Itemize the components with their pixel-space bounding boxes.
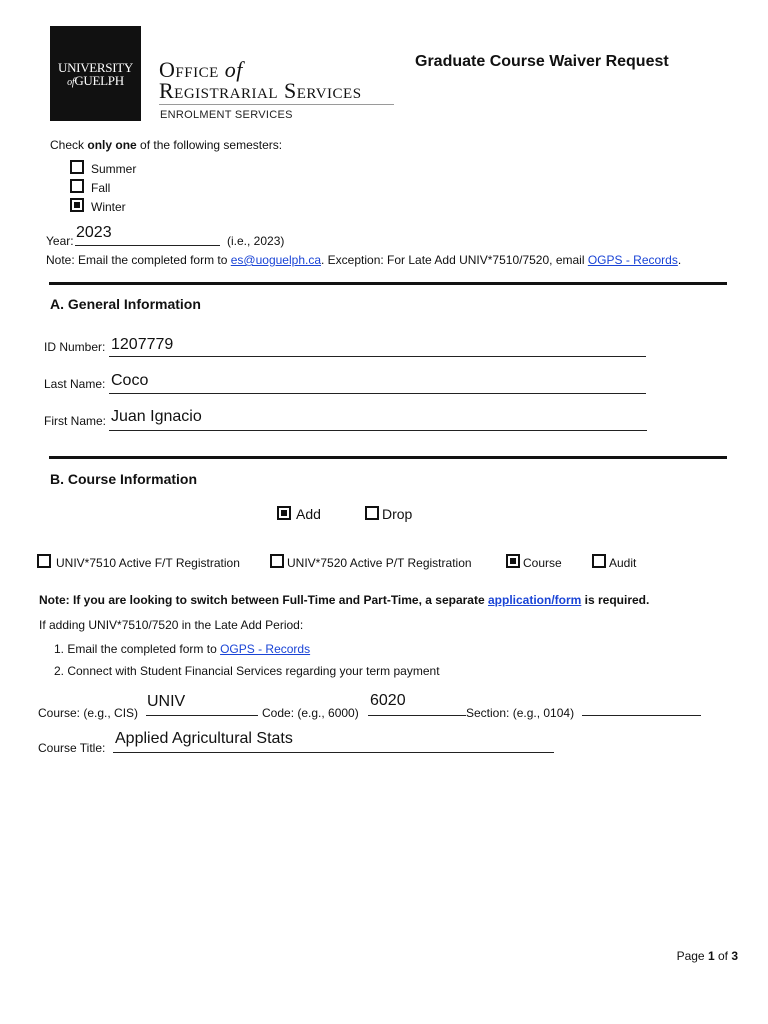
- code-input[interactable]: 6020: [370, 692, 406, 709]
- office-title-line1: Office of: [159, 57, 243, 82]
- section-a-divider: [49, 282, 727, 285]
- page-number: Page 1 of 3: [676, 949, 738, 963]
- late-add-intro: If adding UNIV*7510/7520 in the Late Add Period:: [39, 618, 304, 632]
- section-a-title: A. General Information: [50, 296, 201, 312]
- label-univ7510: UNIV*7510 Active F/T Registration: [56, 556, 240, 570]
- label-univ7520: UNIV*7520 Active P/T Registration: [287, 556, 472, 570]
- course-underline: [146, 715, 258, 716]
- id-number-underline: [109, 356, 646, 357]
- section-b-title: B. Course Information: [50, 471, 198, 487]
- checkbox-drop[interactable]: [365, 506, 379, 520]
- course-label: Course: (e.g., CIS): [38, 706, 139, 720]
- label-fall: Fall: [91, 181, 111, 195]
- section-underline: [582, 715, 701, 716]
- label-summer: Summer: [91, 162, 137, 176]
- label-course: Course: [523, 556, 562, 570]
- id-number-label: ID Number:: [44, 340, 106, 354]
- checkbox-course[interactable]: [506, 554, 520, 568]
- label-audit: Audit: [609, 556, 637, 570]
- first-name-underline: [109, 430, 647, 431]
- label-add: Add: [296, 506, 321, 522]
- year-hint: (i.e., 2023): [227, 234, 285, 248]
- first-name-input[interactable]: Juan Ignacio: [111, 408, 202, 425]
- email-link[interactable]: es@uoguelph.ca: [230, 253, 321, 267]
- switch-note: Note: If you are looking to switch between Full-Time and Part-Time, a separate application/form is required.: [39, 593, 650, 607]
- ogps-records-link-2[interactable]: OGPS - Records: [220, 642, 311, 656]
- course-title-underline: [113, 752, 554, 753]
- header-divider: [159, 104, 394, 105]
- checkbox-fall[interactable]: [70, 179, 84, 193]
- course-input[interactable]: UNIV: [147, 693, 186, 710]
- email-note: Note: Email the completed form to es@uoguelph.ca. Exception: For Late Add UNIV*7510/7520, email OGPS - Records.: [46, 253, 682, 267]
- label-drop: Drop: [382, 506, 413, 522]
- logo-text-university: UNIVERSITY: [58, 60, 133, 75]
- year-underline: [75, 245, 220, 246]
- semester-instruction: Check only one of the following semesters:: [50, 138, 283, 152]
- late-add-step-2: 2. Connect with Student Financial Services regarding your term payment: [54, 664, 440, 678]
- office-title-line2: Registrarial Services: [159, 78, 362, 103]
- logo-text-guelph: ofGUELPH: [67, 73, 124, 88]
- section-label: Section: (e.g., 0104): [466, 706, 575, 720]
- checkbox-summer[interactable]: [70, 160, 84, 174]
- label-winter: Winter: [91, 200, 126, 214]
- section-b-divider: [49, 456, 727, 459]
- application-form-link[interactable]: application/form: [487, 593, 582, 607]
- last-name-label: Last Name:: [44, 377, 106, 391]
- id-number-input[interactable]: 1207779: [111, 336, 174, 353]
- first-name-label: First Name:: [44, 414, 107, 428]
- late-add-step-1: 1. Email the completed form to OGPS - Records: [54, 642, 311, 656]
- university-logo: [50, 26, 141, 121]
- checkbox-add[interactable]: [277, 506, 291, 520]
- code-label: Code: (e.g., 6000): [262, 706, 359, 720]
- code-underline: [368, 715, 466, 716]
- course-title-input[interactable]: Applied Agricultural Stats: [115, 730, 293, 747]
- enrolment-services-label: ENROLMENT SERVICES: [160, 109, 293, 121]
- year-label: Year:: [46, 234, 74, 248]
- course-title-label: Course Title:: [38, 741, 106, 755]
- last-name-underline: [109, 393, 646, 394]
- checkbox-audit[interactable]: [592, 554, 606, 568]
- year-input[interactable]: 2023: [76, 224, 112, 241]
- checkbox-univ7520[interactable]: [270, 554, 284, 568]
- ogps-records-link[interactable]: OGPS - Records: [587, 253, 678, 267]
- last-name-input[interactable]: Coco: [111, 372, 149, 389]
- checkbox-winter[interactable]: [70, 198, 84, 212]
- form-title: Graduate Course Waiver Request: [415, 53, 669, 70]
- checkbox-univ7510[interactable]: [37, 554, 51, 568]
